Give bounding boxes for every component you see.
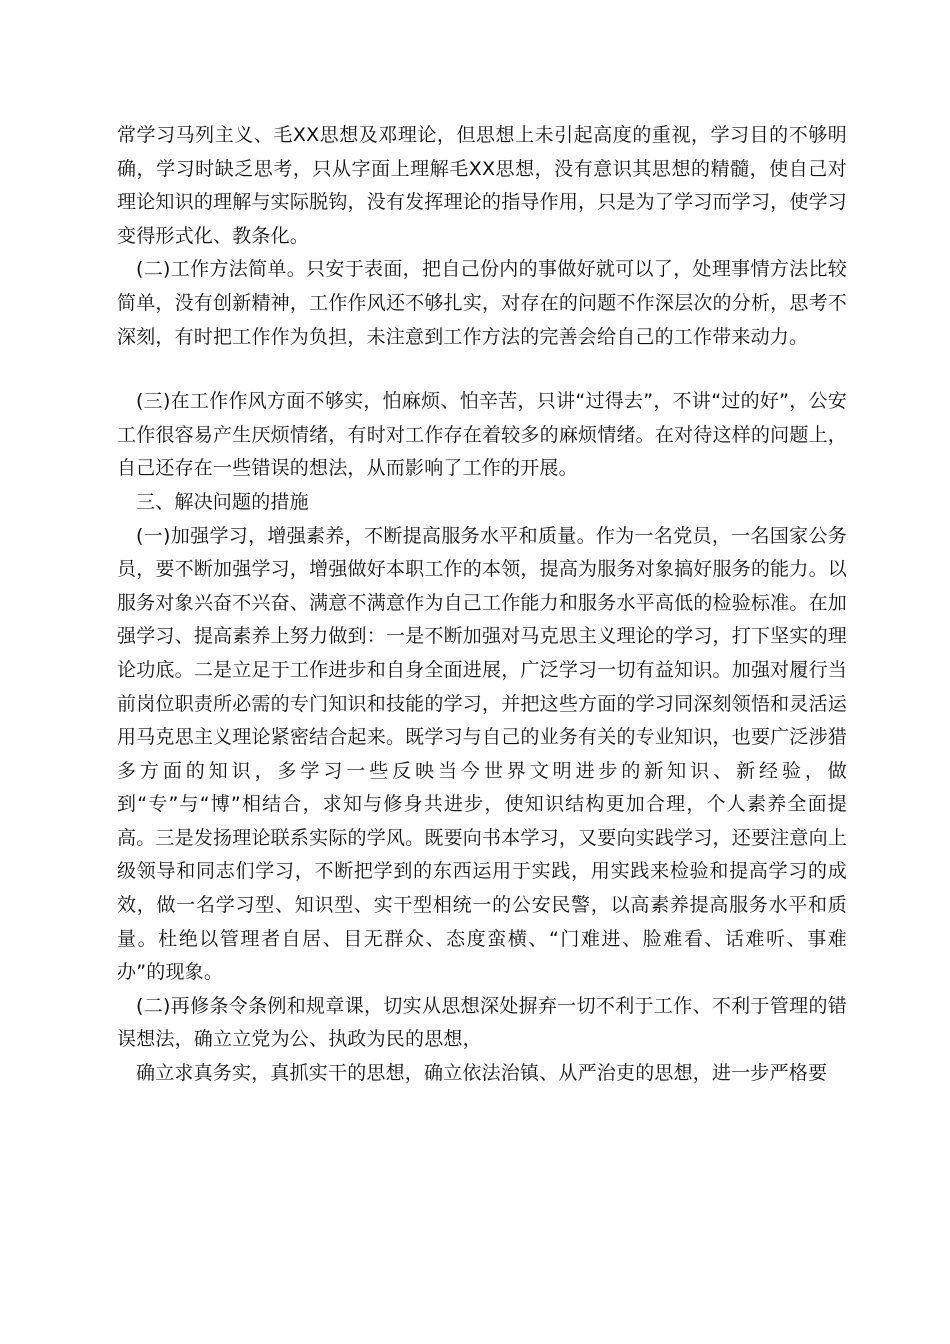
paragraph-work-method: (二)工作方法简单。只安于表面，把自己份内的事做好就可以了，处理事情方法比较简单，没有创新精神，工作作风还不够扎实，对存在的问题不作深层次的分析，思考不深刻，有时把工作作为负担，未注意到工作方法的完善会给自己的工作带来动力。: [117, 258, 847, 348]
document-body: [117, 119, 847, 1091]
paragraph-regulations: (二)再修条令条例和规章课，切实从思想深处摒弃一切不利于工作、不利于管理的错误想法，确立立党为公、执政为民的思想，: [117, 994, 847, 1051]
paragraph-work-style: (三)在工作作风方面不够实，怕麻烦、怕辛苦，只讲“过得去”，不讲“过的好”，公安工作很容易产生厌烦情绪，有时对工作存在着较多的麻烦情绪。在对待这样的问题上，自己还存在一些错误的想法，从而影响了工作的开展。: [117, 390, 847, 480]
paragraph-truth-seeking: 确立求真务实，真抓实干的思想，确立依法治镇、从严治吏的思想，进一步严格要: [136, 1062, 828, 1085]
paragraph-study-issues: 常学习马列主义、毛XX思想及邓理论，但思想上未引起高度的重视，学习目的不够明确，学习时缺乏思考，只从字面上理解毛XX思想，没有意识其思想的精髓，使自己对理论知识的理解与实际脱钩，没有发挥理论的指导作用，只是为了学习而学习，使学习变得形式化、教条化。: [117, 124, 847, 247]
paragraph-strengthen-learning: (一)加强学习，增强素养，不断提高服务水平和质量。作为一名党员，一名国家公务员，要不断加强学习，增强做好本职工作的本领，提高为服务对象搞好服务的能力。以服务对象兴奋不兴奋、满意不满意作为自己工作能力和服务水平高低的检验标准。在加强学习、提高素养上努力做到：一是不断加强对马克思主义理论的学习，打下坚实的理论功底。二是立足于工作进步和自身全面进展，广泛学习一切有益知识。加强对履行当前岗位职责所必需的专门知识和技能的学习，并把这些方面的学习同深刻领悟和灵活运用马克思主义理论紧密结合起来。既学习与自己的业务有关的专业知识，也要广泛涉猎多方面的知识，多学习一些反映当今世界文明进步的新知识、新经验，做到“专”与“博”相结合，求知与修身共进步，使知识结构更加合理，个人素养全面提高。三是发扬理论联系实际的学风。既要向书本学习，又要向实践学习，还要注意向上级领导和同志们学习，不断把学到的东西运用于实践，用实践来检验和提高学习的成效，做一名学习型、知识型、实干型相统一的公安民警，以高素养提高服务水平和质量。杜绝以管理者自居、目无群众、态度蛮横、“门难进、脸难看、话难听、事难办”的现象。: [117, 524, 847, 984]
section-heading-measures: 三、解决问题的措施: [136, 490, 309, 513]
